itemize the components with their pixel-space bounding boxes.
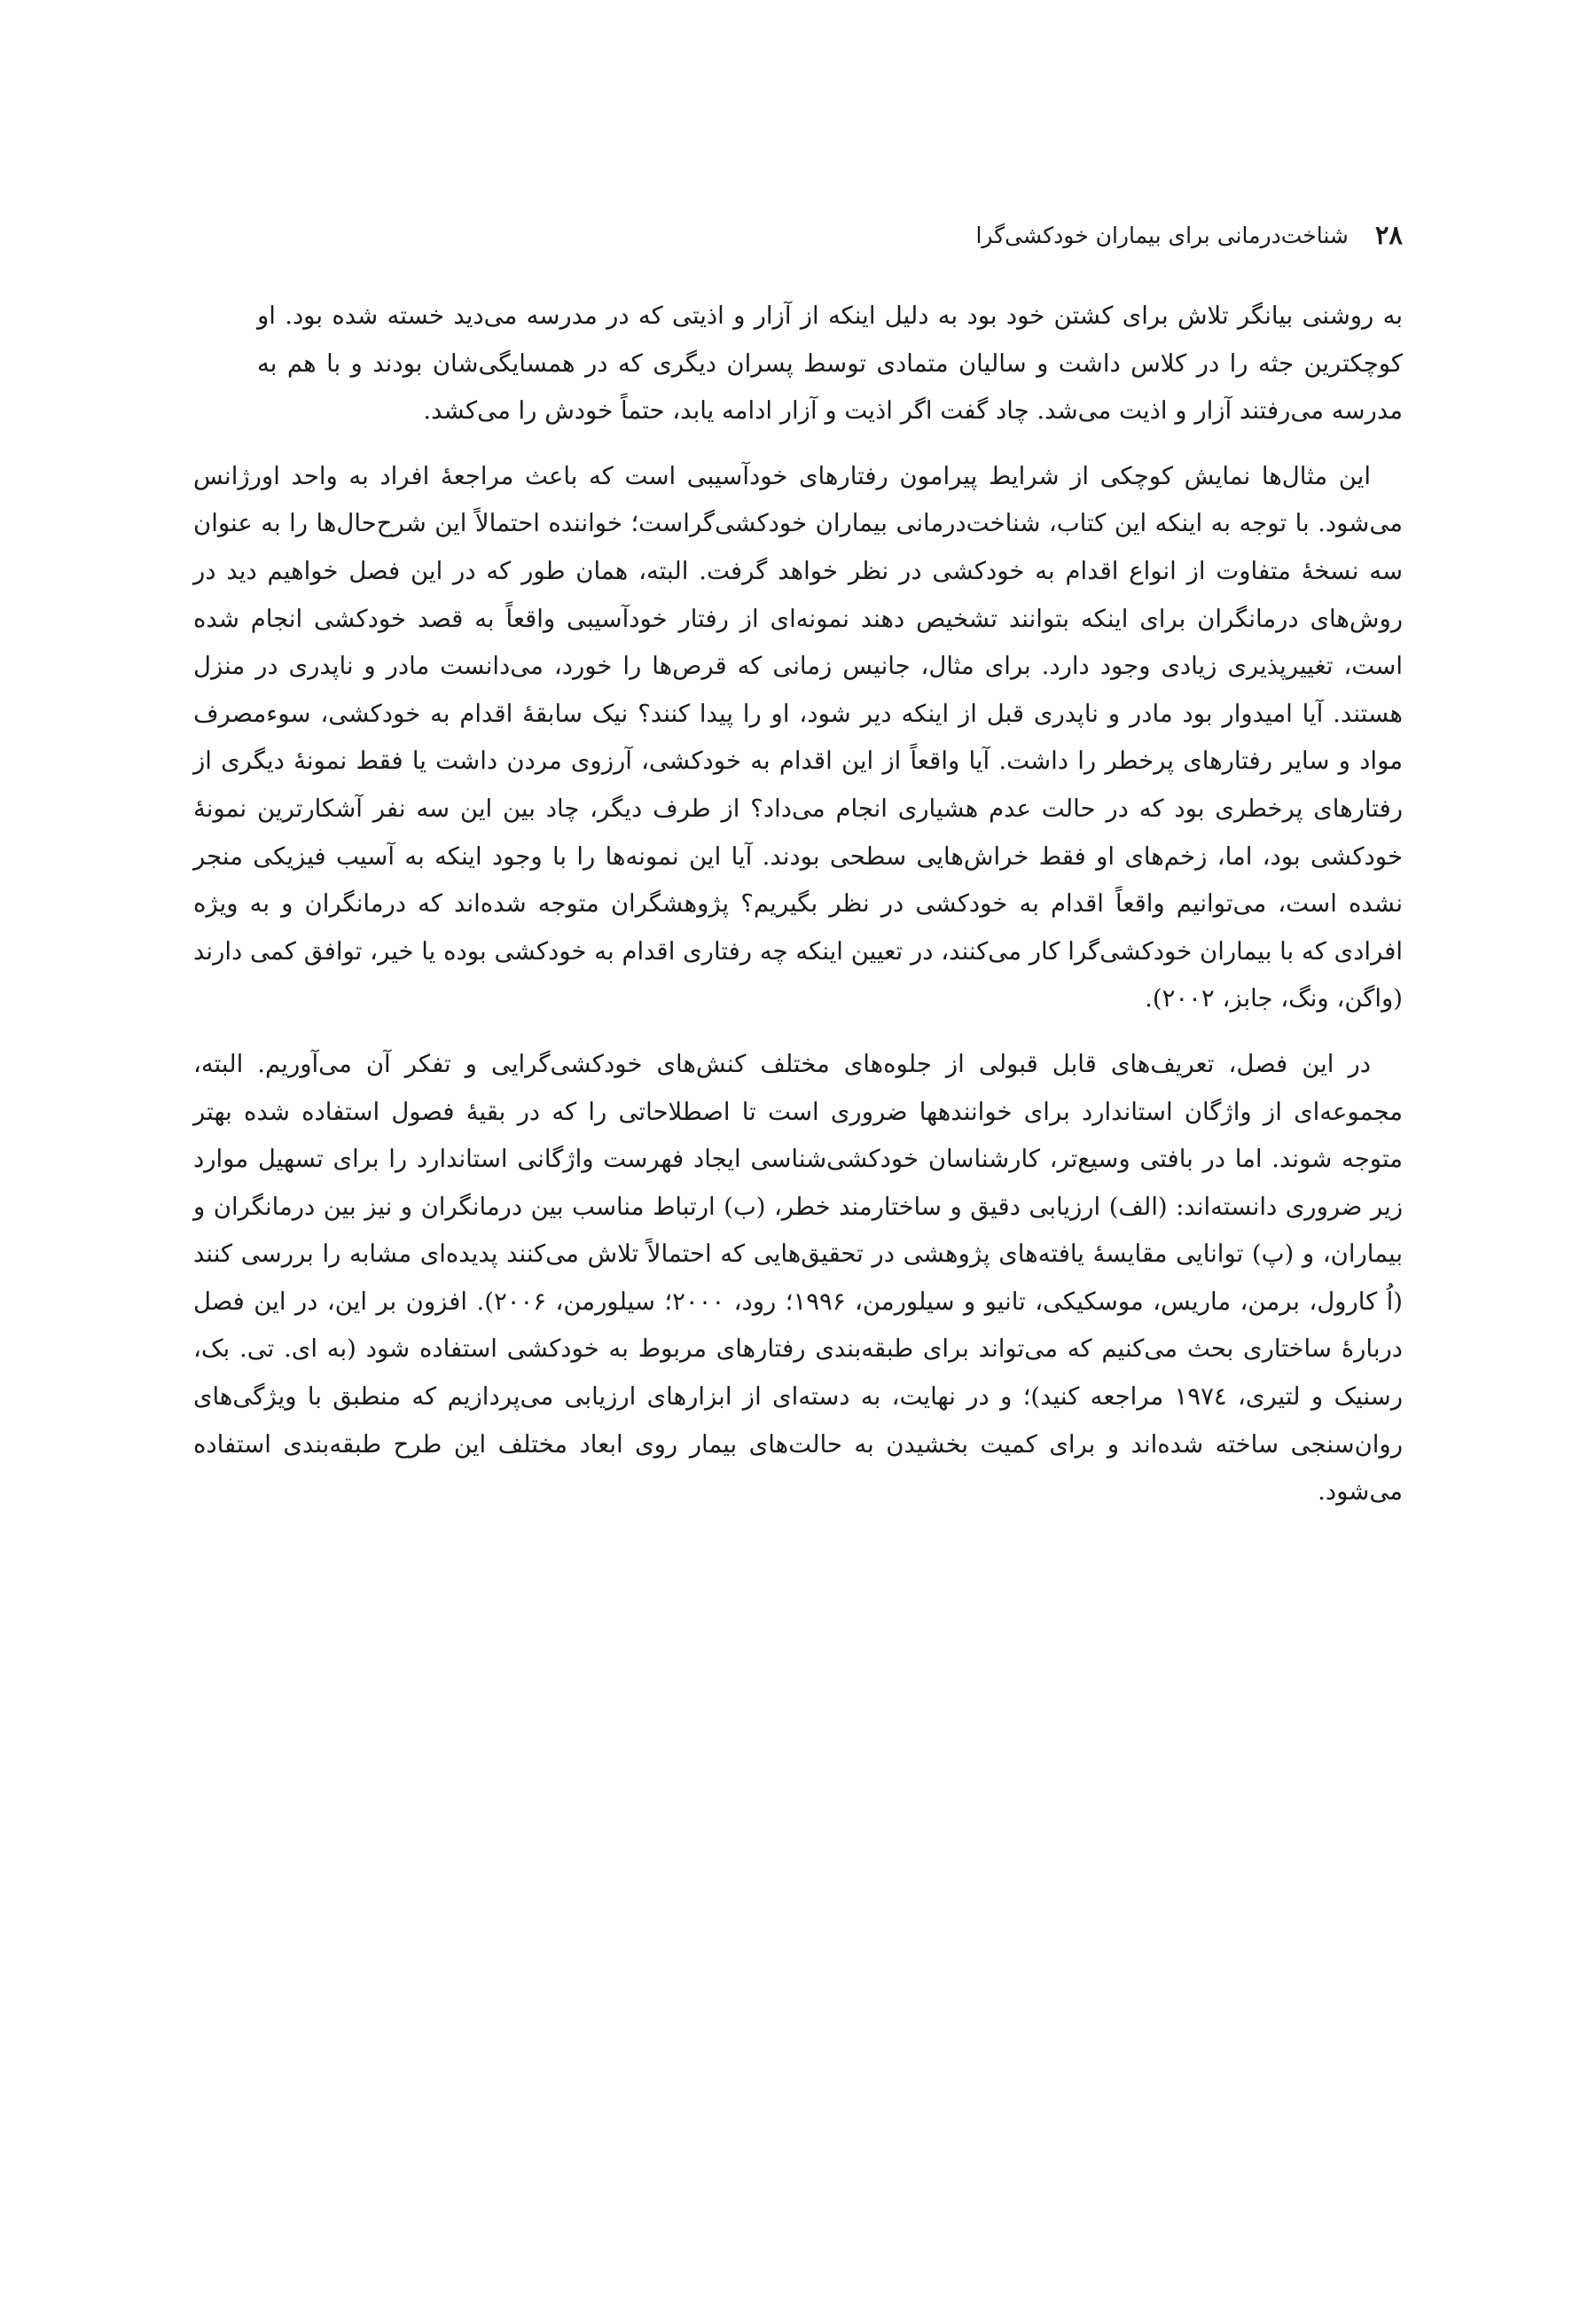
paragraph-case-continuation: به روشنی بیانگر تلاش برای کشتن خود بود به دلیل اینکه از آزار و اذیتی که در مدرسه می‌دید خسته شده بود. او کوچکترین جثه را در کلاس داشت و سالیان متمادی توسط پسران دیگری که در همسایگی‌شان بودند و با هم به مدرسه می‌رفتند آزار و اذیت می‌شد. چاد گفت اگر اذیت و آزار ادامه یابد، حتماً خودش را می‌کشد.	[257, 301, 1403, 426]
paragraph-examples-discussion: این مثال‌ها نمایش کوچکی از شرایط پیرامون رفتارهای خودآسیبی است که باعث مراجعهٔ افراد به واحد اورژانس می‌شود. با توجه به اینکه این کتاب، شناخت‌درمانی بیماران خودکشی‌گراست؛ خواننده احتمالاً این شرح‌حال‌ها را به عنوان سه نسخهٔ متفاوت از انواع اقدام به خودکشی در نظر خواهد گرفت. البته، همان طور که در این فصل خواهیم دید در روش‌های درمانگران برای اینکه بتوانند تشخیص دهند نمونه‌ای از رفتار خودآسیبی واقعاً به قصد خودکشی انجام شده است، تغییرپذیری زیادی وجود دارد. برای مثال، جانیس زمانی که قرص‌ها را خورد، می‌دانست مادر و ناپدری در منزل هستند. آیا امیدوار بود مادر و ناپدری قبل از اینکه دیر شود، او را پیدا کنند؟ نیک سابقهٔ اقدام به خودکشی، سوءمصرف مواد و سایر رفتارهای پرخطر را داشت. آیا واقعاً از این اقدام به خودکشی، آرزوی مردن داشت یا فقط نمونهٔ دیگری از رفتارهای پرخطری بود که در حالت عدم هشیاری انجام می‌داد؟ از طرف دیگر، چاد بین این سه نفر آشکارترین نمونهٔ خودکشی بود، اما، زخم‌های او فقط خراش‌هایی سطحی بودند. آیا این نمونه‌ها را با وجود اینکه به آسیب فیزیکی منجر نشده است، می‌توانیم واقعاً اقدام به خودکشی در نظر بگیریم؟ پژوهشگران متوجه شده‌اند که درمانگران و به ویژه افرادی که با بیماران خودکشی‌گرا کار می‌کنند، در تعیین اینکه چه رفتاری اقدام به خودکشی بوده یا خیر، توافق کمی دارند (واگن، ونگ، جابز، ۲۰۰۲).	[193, 461, 1404, 1013]
page-number: ۲۸	[1374, 220, 1403, 250]
body-text	[193, 293, 1403, 1516]
running-head	[193, 213, 1403, 257]
paragraph-chapter-overview: در این فصل، تعریف‌های قابل قبولی از جلوه‌های مختلف کنش‌های خودکشی‌گرایی و تفکر آن می‌آوریم. البته، مجموعه‌ای از واژگان استاندارد برای خوانندهها ضروری است تا اصطلاحاتی را که در بقیهٔ فصول استفاده شده بهتر متوجه شوند. اما در بافتی وسیع‌تر، کارشناسان خودکشی‌شناسی ایجاد فهرست واژگانی استاندارد را برای تسهیل موارد زیر ضروری دانسته‌اند: (الف) ارزیابی دقیق و ساختارمند خطر، (ب) ارتباط مناسب بین درمانگران و نیز بین درمانگران و بیماران، و (پ) توانایی مقایسهٔ یافته‌های پژوهشی در تحقیق‌هایی که احتمالاً تلاش می‌کنند پدیده‌ای مشابه را بررسی کنند (اُ کارول، برمن، ماریس، موسکیکی، تانیو و سیلورمن، ۱۹۹۶؛ رود، ۲۰۰۰؛ سیلورمن، ۲۰۰۶). افزون بر این، در این فصل دربارهٔ ساختاری بحث می‌کنیم که می‌تواند برای طبقه‌بندی رفتارهای مربوط به خودکشی استفاده شود (به ای. تی. بک، رسنیک و لتیری، ۱۹۷٤ مراجعه کنید)؛ و در نهایت، به دسته‌ای از ابزارهای ارزیابی می‌پردازیم که منطبق با ویژگی‌های روان‌سنجی ساخته شده‌اند و برای کمیت بخشیدن به حالت‌های بیمار روی ابعاد مختلف این طرح طبقه‌بندی استفاده می‌شود.	[193, 1049, 1404, 1506]
running-title: شناخت‌درمانی برای بیماران خودکشی‌گرا	[975, 222, 1349, 248]
